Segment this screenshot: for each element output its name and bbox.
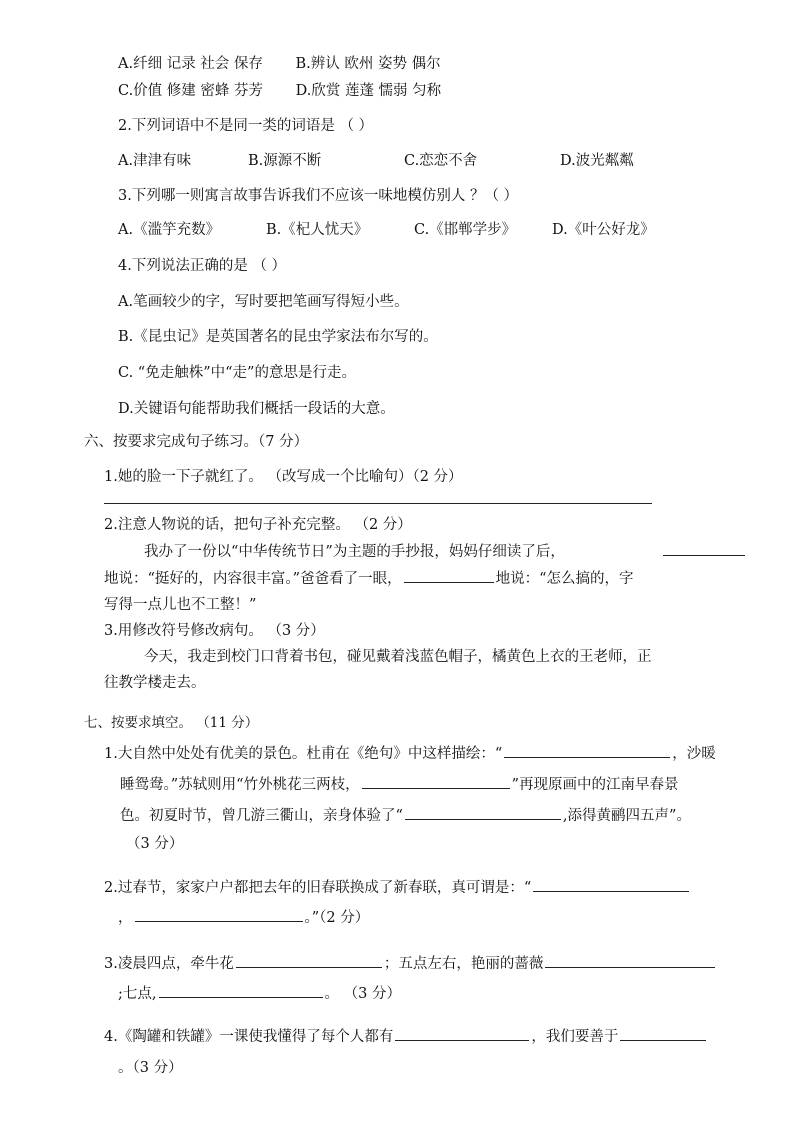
q1-option-b: B.辨认 欧州 姿势 偶尔 — [295, 56, 441, 72]
s7-q4-line-1 — [104, 1025, 708, 1046]
q1-options-row-1 — [118, 52, 441, 73]
s7-q2-blank-2[interactable] — [135, 920, 303, 922]
q2-option-c: C.恋恋不舍 — [404, 153, 478, 169]
s6-q3-prompt: 3.用修改符号修改病句。 （3 分） — [104, 623, 325, 639]
section-6-title: 六、按要求完成句子练习。（7 分） — [84, 434, 309, 450]
s7-q1-text-c: 睡鸳鸯。”苏轼则用“竹外桃花三两枝， — [120, 777, 360, 793]
s7-q4-points: 。（3 分） — [118, 1060, 183, 1076]
s7-q1-text-b: ，沙暖 — [672, 746, 716, 762]
s7-q1-line-3 — [120, 804, 691, 825]
s7-q3-text-c: ;七点, — [118, 986, 157, 1002]
q4-option-d: D.关键语句能帮助我们概括一段话的大意。 — [118, 401, 395, 417]
s7-q1-text-a: 1.大自然中处处有优美的景色。杜甫在《绝句》中这样描绘：“ — [104, 746, 503, 762]
s7-q3-text-b: ；五点左右，艳丽的蔷薇 — [383, 956, 544, 972]
q3-option-a: A.《滥竽充数》 — [118, 222, 221, 238]
q2-option-b: B.源源不断 — [248, 153, 322, 169]
s7-q3-line-2 — [118, 982, 401, 1003]
s7-q3-blank-1[interactable] — [236, 966, 382, 968]
s7-q3-blank-3[interactable] — [159, 996, 323, 998]
s7-q4-text-b: ，我们要善于 — [531, 1029, 619, 1045]
q3-option-c: C.《邯郸学步》 — [414, 222, 517, 238]
q1-option-d: D.欣赏 莲蓬 懦弱 匀称 — [295, 83, 442, 99]
q1-option-c: C.价值 修建 密蜂 芬芳 — [118, 83, 264, 99]
s7-q3-text-a: 3.凌晨四点，牵牛花 — [104, 956, 234, 972]
s6-q2-prompt: 2.注意人物说的话，把句子补充完整。 （2 分） — [104, 517, 412, 533]
q4-option-c: C. “免走触株”中“走”的意思是行走。 — [118, 365, 356, 381]
q3-stem: 3.下列哪一则寓言故事告诉我们不应该一味地模仿别人 ？（ ） — [118, 188, 519, 204]
s7-q2-text-c: 。”（2 分） — [304, 910, 370, 926]
s7-q4-blank-2[interactable] — [620, 1039, 706, 1041]
s7-q3-line-1 — [104, 952, 717, 973]
s6-q2-blank-dad[interactable] — [404, 581, 494, 583]
s6-q1-prompt: 1.她的脸一下子就红了。 （改写成一个比喻句）（2 分） — [104, 469, 463, 485]
s7-q3-text-d: 。 （3 分） — [324, 986, 401, 1002]
q2-option-d: D.波光粼粼 — [560, 153, 634, 169]
s7-q1-blank-3[interactable] — [405, 818, 561, 820]
section-7-title: 七、按要求填空。 （11 分） — [84, 715, 259, 731]
q2-option-a: A.津津有味 — [118, 153, 192, 169]
q3-option-d: D.《叶公好龙》 — [552, 222, 655, 238]
s6-q2-text-3: 写得一点儿也不工整！” — [104, 597, 257, 613]
q4-option-a: A.笔画较少的字，写时要把笔画写得短小些。 — [118, 294, 409, 310]
s6-q2-text-1: 我办了一份以“中华传统节日”为主题的手抄报，妈妈仔细读了后， — [144, 544, 565, 560]
s7-q1-text-e: 色。初夏时节，曾几游三衢山，亲身体验了“ — [120, 808, 403, 824]
s6-q2-text-2a: 地说：“挺好的，内容很丰富。”爸爸看了一眼， — [104, 571, 402, 587]
s6-q1-answer-line[interactable] — [104, 503, 652, 504]
q1-options-row-2 — [118, 79, 441, 100]
s7-q1-line-1 — [104, 742, 716, 763]
s7-q3-blank-2[interactable] — [545, 966, 715, 968]
s7-q1-text-f: ,添得黄鹂四五声”。 — [562, 808, 691, 824]
q1-option-a: A.纤细 记录 社会 保存 — [118, 56, 263, 72]
s7-q2-text-b: ， — [118, 910, 133, 926]
s7-q2-blank-1[interactable] — [533, 890, 689, 892]
s7-q2-line-1 — [104, 876, 691, 897]
s7-q2-line-2 — [118, 906, 369, 927]
s6-q3-sentence-1: 今天，我走到校门口背着书包，碰见戴着浅蓝色帽子，橘黄色上衣的王老师，正 — [144, 649, 652, 665]
s6-q3-sentence-2: 往教学楼走去。 — [104, 675, 206, 691]
q4-option-b: B.《昆虫记》是英国著名的昆虫学家法布尔写的。 — [118, 329, 438, 345]
q2-stem: 2.下列词语中不是同一类的词语是 （ ） — [118, 118, 374, 134]
s6-q2-blank-mom[interactable] — [663, 555, 745, 556]
s7-q1-line-2 — [120, 773, 679, 794]
s7-q2-text-a: 2.过春节，家家户户都把去年的旧春联换成了新春联，真可谓是：“ — [104, 880, 532, 896]
q3-option-b: B.《杞人忧天》 — [266, 222, 369, 238]
s7-q4-blank-1[interactable] — [395, 1039, 529, 1041]
s7-q1-text-d: ”再现原画中的江南早春景 — [511, 777, 679, 793]
s7-q1-blank-1[interactable] — [504, 756, 670, 758]
s7-q1-points: （3 分） — [126, 836, 184, 852]
s6-q2-text-line-1 — [144, 540, 565, 561]
s6-q2-text-line-2 — [104, 567, 634, 588]
q4-stem: 4.下列说法正确的是 （ ） — [118, 258, 287, 274]
s7-q4-text-a: 4.《陶罐和铁罐》一课使我懂得了每个人都有 — [104, 1029, 394, 1045]
s7-q1-blank-2[interactable] — [362, 787, 510, 789]
s6-q2-text-2b: 地说：“怎么搞的，字 — [495, 571, 634, 587]
